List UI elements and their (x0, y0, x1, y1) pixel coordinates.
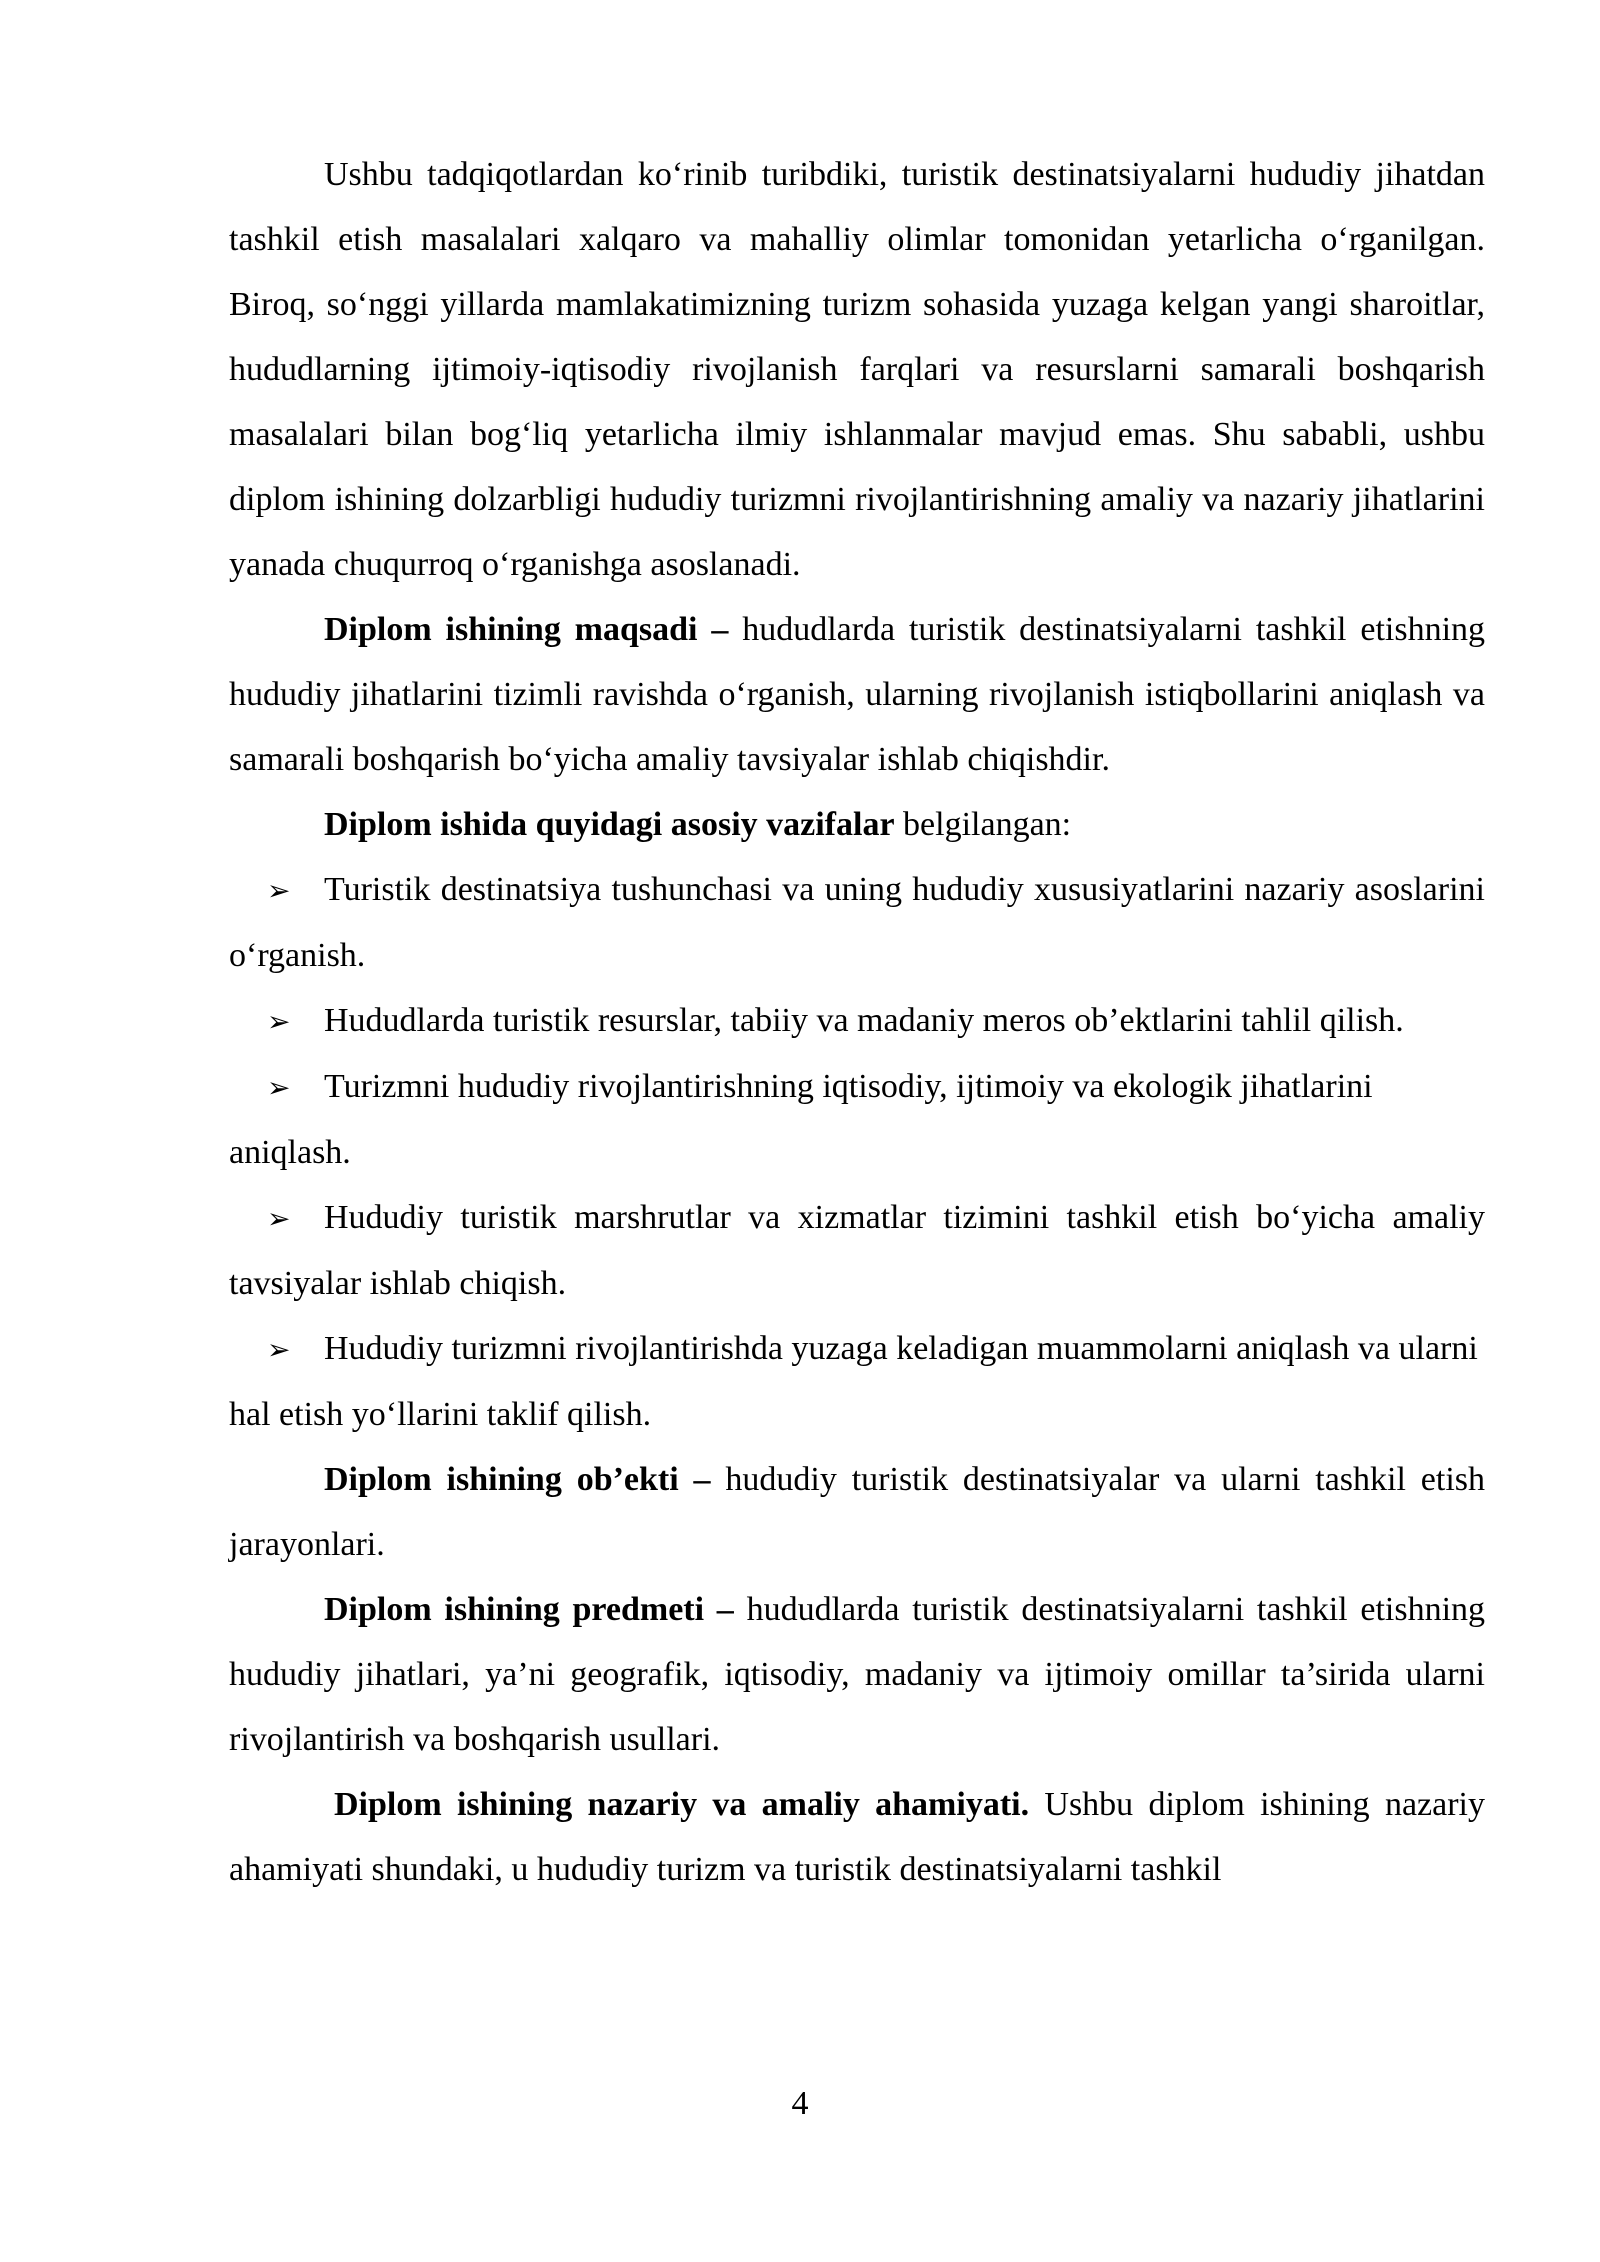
task-item-4 (229, 1185, 1485, 1316)
task-item-5 (229, 1316, 1485, 1447)
page-body (229, 142, 1485, 1902)
subject-text: hududlarda turistik destinatsiyalarni tashkil etishning hududiy jihatlari, ya’ni geografik, iqtisodiy, madaniy va ijtimoiy omillar ta’sirida ularni rivojlantirish va boshqarish usullari. (229, 1591, 1486, 1758)
task-item-3 (229, 1054, 1485, 1185)
paragraph-goal (229, 597, 1485, 792)
tasks-intro-label: Diplom ishida quyidagi asosiy vazifalar (324, 806, 895, 843)
arrow-bullet-icon: ➢ (267, 1333, 291, 1366)
task-text: Hududiy turistik marshrutlar va xizmatlar tizimini tashkil etish bo‘yicha amaliy tavsiyalar ishlab chiqish. (229, 1199, 1485, 1302)
paragraph-object (229, 1447, 1485, 1577)
arrow-bullet-icon: ➢ (267, 874, 291, 907)
significance-label: Diplom ishining nazariy va amaliy ahamiyati. (334, 1786, 1030, 1823)
paragraph-subject (229, 1577, 1485, 1772)
subject-label: Diplom ishining predmeti – (324, 1591, 734, 1628)
arrow-bullet-icon: ➢ (267, 1005, 291, 1038)
task-item-1 (229, 857, 1485, 988)
arrow-bullet-icon: ➢ (267, 1071, 291, 1104)
task-text: Turistik destinatsiya tushunchasi va uning hududiy xususiyatlarini nazariy asoslarini o‘rganish. (229, 871, 1485, 974)
task-text: Hududiy turizmni rivojlantirishda yuzaga keladigan muammolarni aniqlash va ularni hal etish yo‘llarini taklif qilish. (229, 1330, 1478, 1433)
goal-label: Diplom ishining maqsadi – (324, 611, 729, 648)
significance-text: Ushbu diplom ishining nazariy ahamiyati shundaki, u hududiy turizm va turistik destinatsiyalarni tashkil (229, 1786, 1485, 1888)
paragraph-significance (229, 1772, 1485, 1902)
goal-text: hududlarda turistik destinatsiyalarni tashkil etishning hududiy jihatlarini tizimli ravishda o‘rganish, ularning rivojlanish istiqbollarini aniqlash va samarali boshqarish bo‘yicha amaliy tavsiyalar ishlab chiqishdir. (229, 611, 1486, 778)
object-text: hududiy turistik destinatsiyalar va ularni tashkil etish jarayonlari. (229, 1461, 1486, 1563)
arrow-bullet-icon: ➢ (267, 1202, 291, 1235)
task-text: Hududlarda turistik resurslar, tabiiy va madaniy meros ob’ektlarini tahlil qilish. (324, 1002, 1404, 1039)
paragraph-tasks-intro (229, 792, 1485, 857)
task-text: Turizmni hududiy rivojlantirishning iqtisodiy, ijtimoiy va ekologik jihatlarini aniqlash. (229, 1068, 1373, 1171)
paragraph-intro: Ushbu tadqiqotlardan ko‘rinib turibdiki, turistik destinatsiyalarni hududiy jihatdan tashkil etish masalalari xalqaro va mahalliy olimlar tomonidan yetarlicha o‘rganilgan. Biroq, so‘nggi yillarda mamlakatimizning turizm sohasida yuzaga kelgan yangi sharoitlar, hududlarning ijtimoiy-iqtisodiy rivojlanish farqlari va resurslarni samarali boshqarish masalalari bilan bog‘liq yetarlicha ilmiy ishlanmalar mavjud emas. Shu sababli, ushbu diplom ishining dolzarbligi hududiy turizmni rivojlantirishning amaliy va nazariy jihatlarini yanada chuqurroq o‘rganishga asoslanadi. (229, 156, 1485, 583)
page-number: 4 (791, 2085, 809, 2122)
object-label: Diplom ishining ob’ekti – (324, 1461, 711, 1498)
tasks-intro-text: belgilangan: (894, 806, 1072, 843)
task-item-2 (229, 988, 1485, 1054)
